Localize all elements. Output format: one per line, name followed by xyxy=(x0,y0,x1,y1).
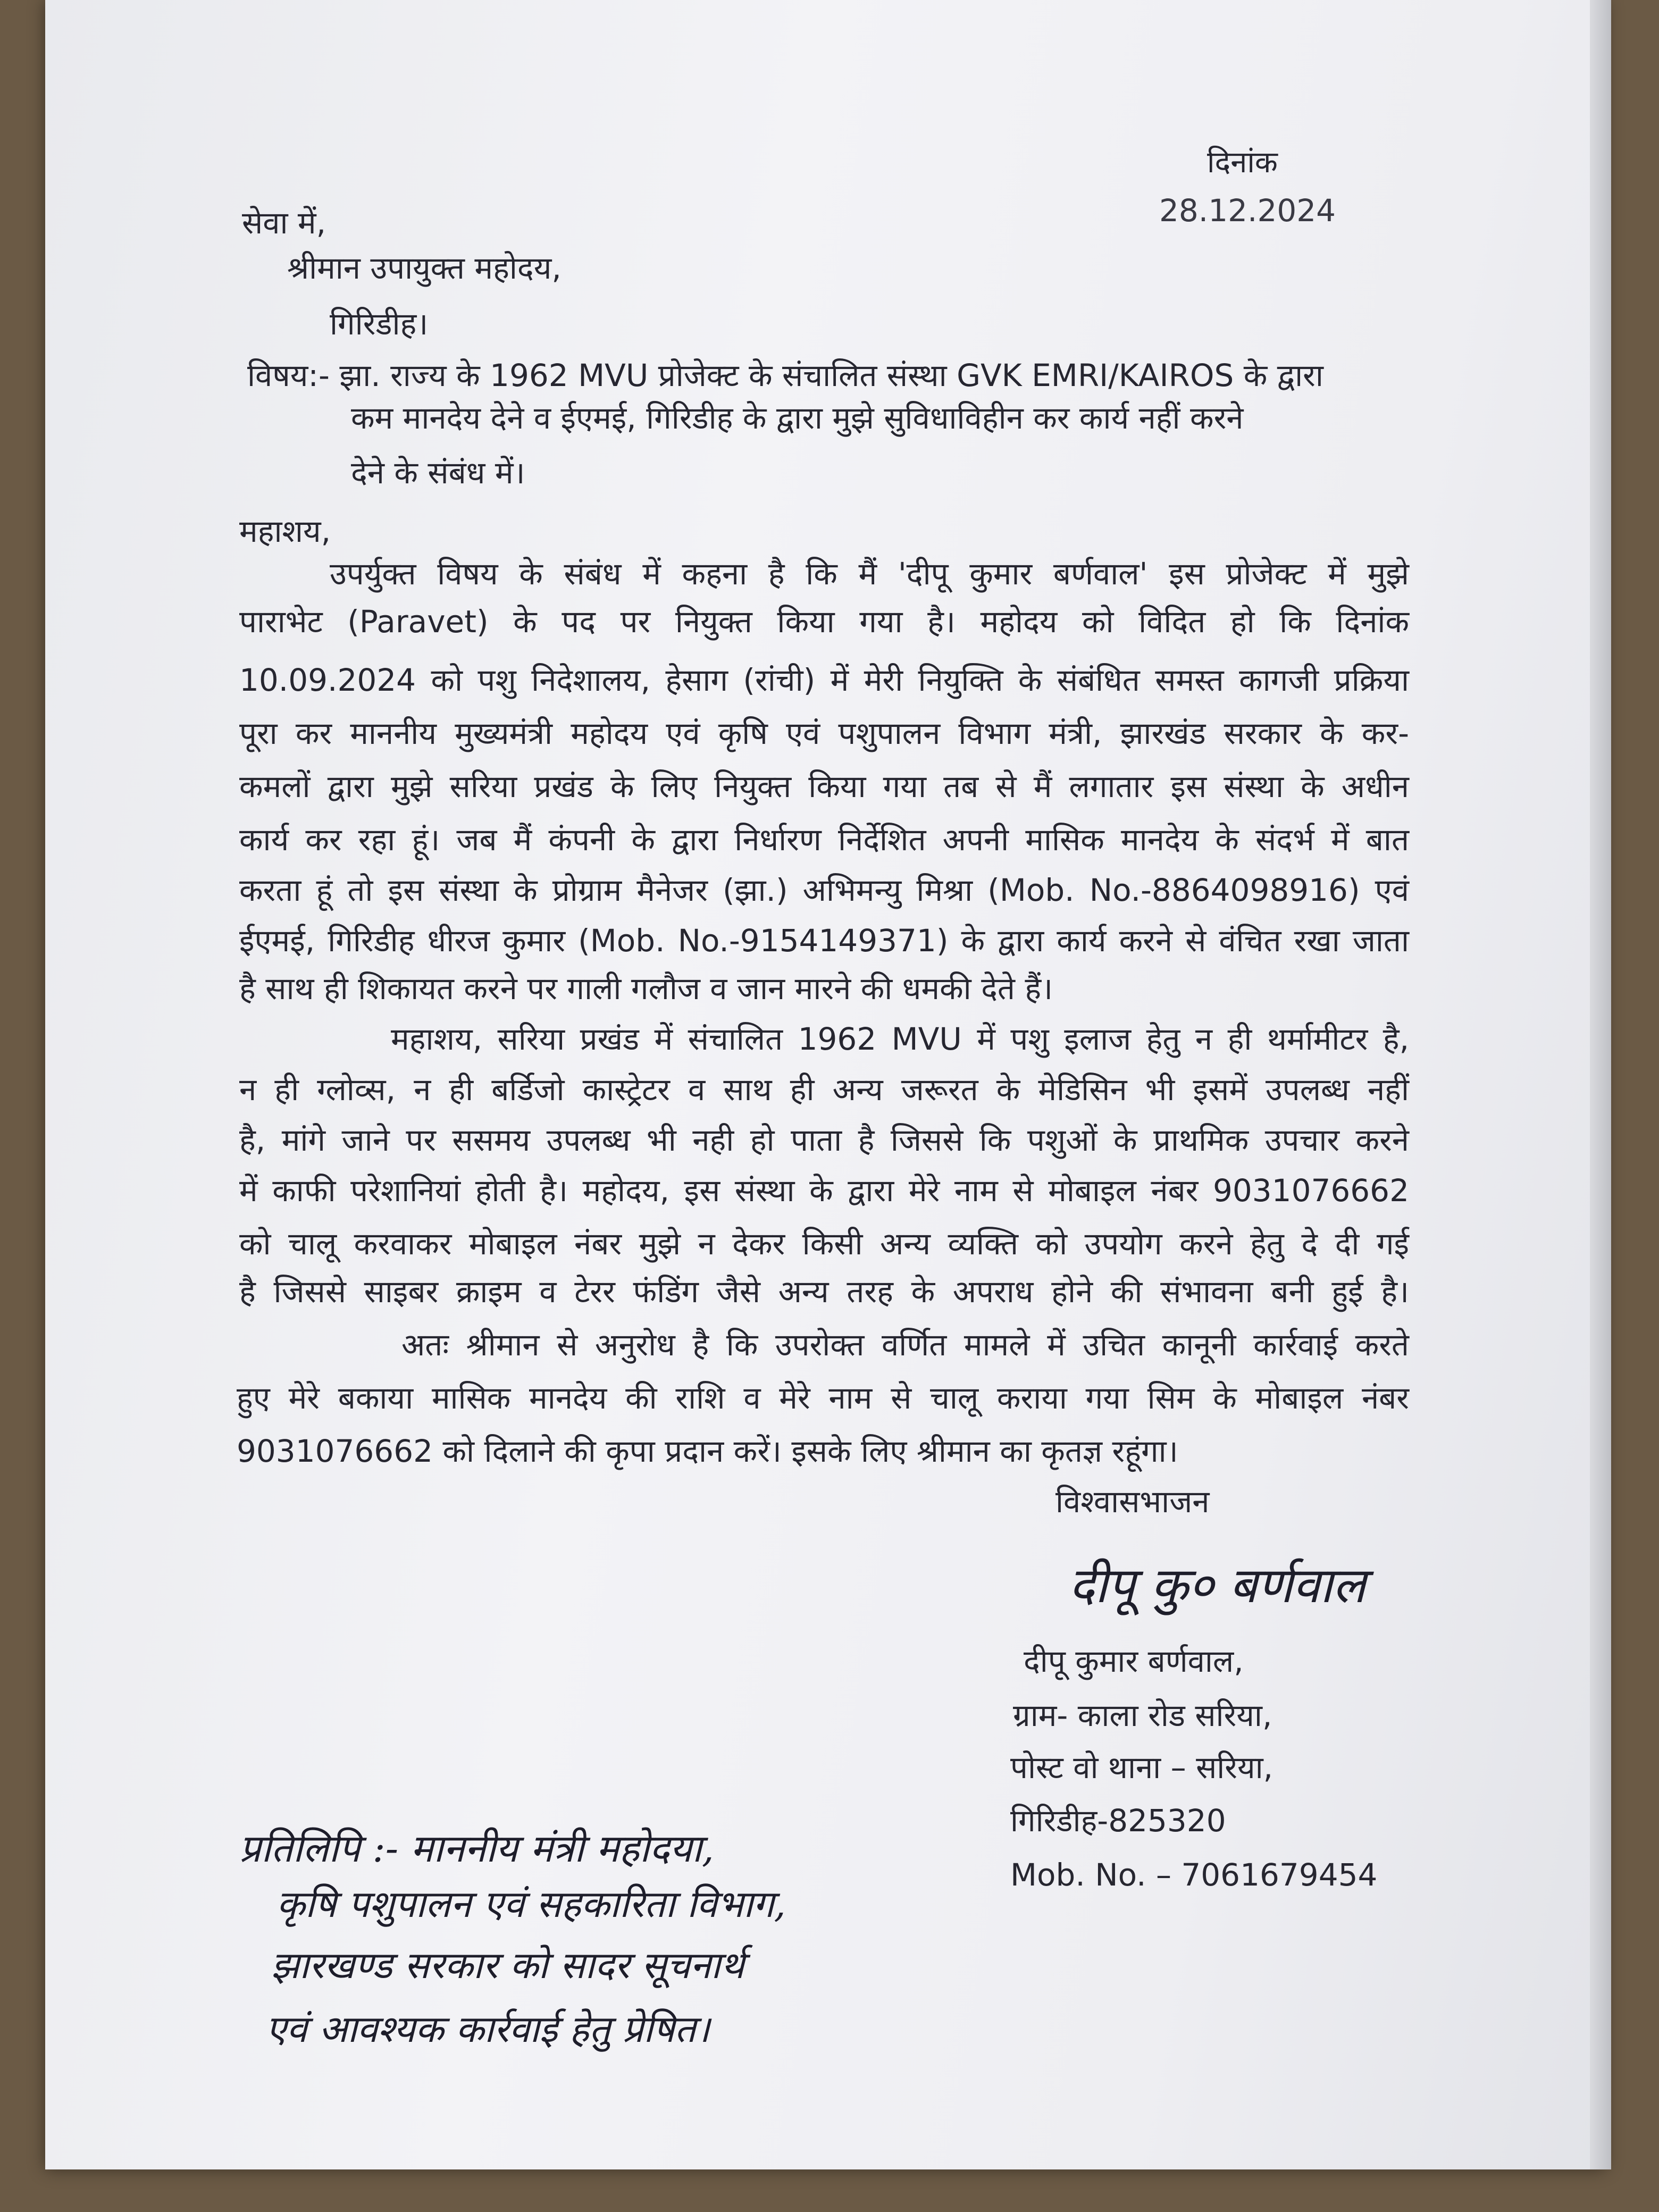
body-line: 10.09.2024 को पशु निदेशालय, हेसाग (रांची) में मेरी नियुक्ति के संबंधित समस्त कागजी प्रक्रिया xyxy=(239,662,1409,698)
body-line: है, मांगे जाने पर ससमय उपलब्ध भी नही हो पाता है जिससे कि पशुओं के प्राथमिक उपचार करने xyxy=(239,1122,1409,1158)
body-line: महाशय, सरिया प्रखंड में संचालित 1962 MVU में पशु इलाज हेतु न ही थर्मामीटर है, xyxy=(391,1021,1409,1057)
subject-line-3: देने के संबंध में। xyxy=(351,455,525,491)
body-line: उपर्युक्त विषय के संबंध में कहना है कि मैं 'दीपू कुमार बर्णवाल' इस प्रोजेक्ट में मुझे xyxy=(330,556,1409,592)
sender-city: गिरिडीह-825320 xyxy=(1010,1803,1226,1839)
copy-note-line: एवं आवश्यक कार्रवाई हेतु प्रेषित। xyxy=(266,2007,710,2051)
date-value: 28.12.2024 xyxy=(1159,192,1336,229)
body-line: 9031076662 को दिलाने की कृपा प्रदान करें। इसके लिए श्रीमान का कृतज्ञ रहूंगा। xyxy=(237,1433,1178,1469)
body-line: ईएमई, गिरिडीह धीरज कुमार (Mob. No.-9154149371) के द्वारा कार्य करने से वंचित रखा जाता xyxy=(239,923,1409,959)
salutation: महाशय, xyxy=(239,513,331,549)
sender-village: ग्राम- काला रोड सरिया, xyxy=(1013,1697,1272,1733)
paper-edge xyxy=(1590,0,1611,2169)
body-line: पाराभेट (Paravet) के पद पर नियुक्त किया गया है। महोदय को विदित हो कि दिनांक xyxy=(239,604,1409,640)
body-line: पूरा कर माननीय मुख्यमंत्री महोदय एवं कृषि एवं पशुपालन विभाग मंत्री, झारखंड सरकार के कर- xyxy=(239,715,1409,751)
sender-mobile: Mob. No. – 7061679454 xyxy=(1010,1857,1378,1893)
body-line: कमलों द्वारा मुझे सरिया प्रखंड के लिए नियुक्त किया गया तब से मैं लगातार इस संस्था के अधीन xyxy=(239,768,1409,805)
sender-post: पोस्ट वो थाना – सरिया, xyxy=(1010,1749,1273,1786)
date-label: दिनांक xyxy=(1207,145,1278,180)
body-line: है जिससे साइबर क्राइम व टेरर फंडिंग जैसे अन्य तरह के अपराध होने की संभावना बनी हुई है। xyxy=(239,1273,1409,1310)
subject-line-2: कम मानदेय देने व ईएमई, गिरिडीह के द्वारा मुझे सुविधाविहीन कर कार्य नहीं करने xyxy=(351,400,1244,436)
body-line: अतः श्रीमान से अनुरोध है कि उपरोक्त वर्णित मामले में उचित कानूनी कार्रवाई करते xyxy=(401,1327,1409,1363)
closing: विश्वासभाजन xyxy=(1055,1484,1210,1520)
to-line-3: गिरिडीह। xyxy=(330,306,429,342)
body-line: हुए मेरे बकाया मासिक मानदेय की राशि व मेरे नाम से चालू कराया गया सिम के मोबाइल नंबर xyxy=(237,1380,1409,1416)
to-line-1: सेवा में, xyxy=(242,205,326,241)
body-line: में काफी परेशानियां होती है। महोदय, इस संस्था के द्वारा मेरे नाम से मोबाइल नंबर 9031076662 xyxy=(239,1172,1409,1209)
copy-note-line: प्रतिलिपि :- माननीय मंत्री महोदया, xyxy=(239,1826,714,1871)
to-line-2: श्रीमान उपायुक्त महोदय, xyxy=(287,250,562,286)
body-line: न ही ग्लोव्स, न ही बर्डिजो कास्ट्रेटर व साथ ही अन्य जरूरत के मेडिसिन भी इसमें उपलब्ध नहीं xyxy=(239,1071,1409,1108)
body-line: है साथ ही शिकायत करने पर गाली गलौज व जान मारने की धमकी देते हैं। xyxy=(239,970,1053,1007)
copy-note-line: कृषि पशुपालन एवं सहकारिता विभाग, xyxy=(276,1882,786,1926)
body-line: कार्य कर रहा हूं। जब मैं कंपनी के द्वारा निर्धारण निर्देशित अपनी मासिक मानदेय के संदर्भ में बात xyxy=(239,822,1409,858)
sender-name: दीपू कुमार बर्णवाल, xyxy=(1024,1643,1244,1679)
body-line: करता हूं तो इस संस्था के प्रोग्राम मैनेजर (झा.) अभिमन्यु मिश्रा (Mob. No.-8864098916) एवं xyxy=(239,872,1409,908)
handwritten-signature: दीपू कु० बर्णवाल xyxy=(1069,1557,1366,1614)
copy-note-line: झारखण्ड सरकार को सादर सूचनार्थ xyxy=(271,1943,744,1987)
subject-line-1: विषय:- झा. राज्य के 1962 MVU प्रोजेक्ट के संचालित संस्था GVK EMRI/KAIROS के द्वारा xyxy=(247,357,1323,393)
body-line: को चालू करवाकर मोबाइल नंबर मुझे न देकर किसी अन्य व्यक्ति को उपयोग करने हेतु दे दी गई xyxy=(239,1226,1409,1262)
